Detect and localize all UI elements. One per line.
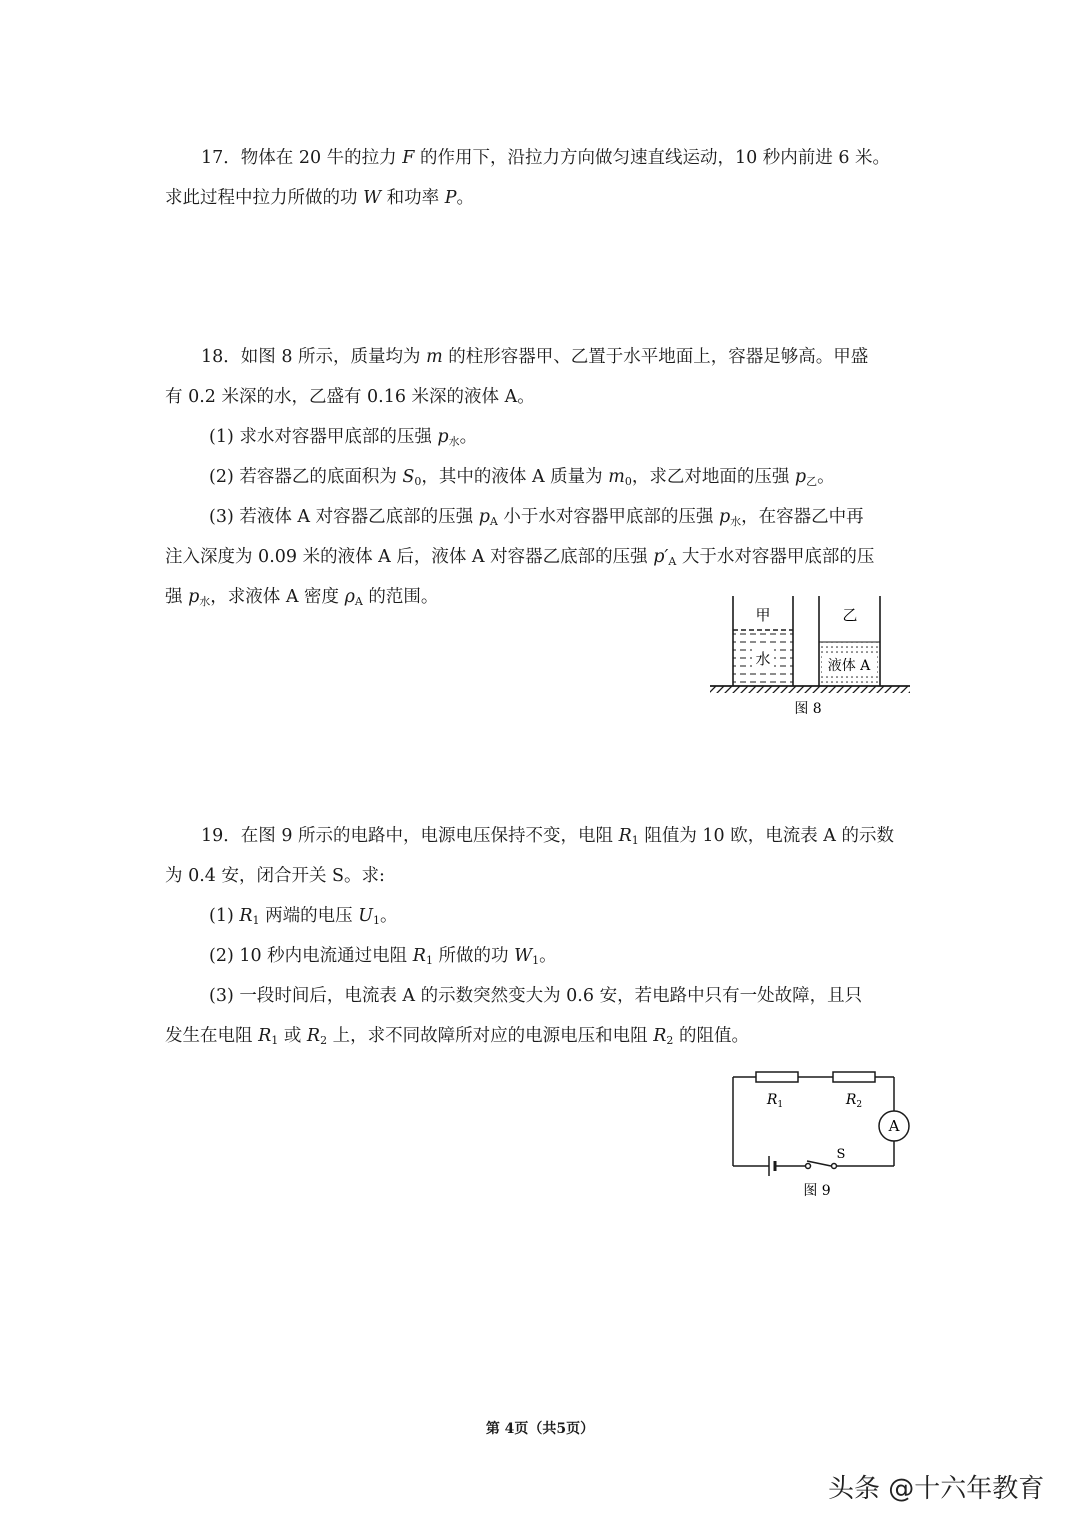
container-jia (733, 596, 793, 686)
resistor-r1 (756, 1072, 798, 1082)
label-r2: $R_2$ (845, 1092, 863, 1110)
figure-8-caption: 图 8 (794, 701, 822, 717)
question-17 (165, 138, 920, 218)
label-r1: $R_1$ (766, 1092, 784, 1110)
q19-part-1: (1) $R_1$ 两端的电压 $U_1$。 (209, 906, 398, 927)
question-18 (165, 337, 920, 617)
label-switch: S (836, 1147, 846, 1162)
question-19 (165, 816, 920, 1056)
q18-part-1: (1) 求水对容器甲底部的压强 $p_水$。 (209, 427, 478, 448)
q19-line-1: 19．在图 9 所示的电路中，电源电压保持不变，电阻 $R_1$ 阻值为 10 欧，电流表 A 的示数 (201, 826, 895, 847)
label-jia: 甲 (755, 606, 771, 624)
q17-line-2: 求此过程中拉力所做的功 W 和功率 P。 (165, 188, 474, 208)
q19-part-3-line-2: 发生在电阻 $R_1$ 或 $R_2$ 上，求不同故障所对应的电源电压和电阻 $R_2$ 的阻值。 (165, 1026, 749, 1047)
ground (710, 686, 910, 693)
switch-contact-left (806, 1164, 811, 1169)
q19-part-2: (2) 10 秒内电流通过电阻 $R_1$ 所做的功 $W_1$。 (209, 946, 557, 967)
q18-line-2: 有 0.2 米深的水，乙盛有 0.16 米深的液体 A。 (165, 387, 535, 407)
q18-part-3-line-3: 强 $p_水$，求液体 A 密度 $\rho_A$ 的范围。 (165, 587, 439, 608)
q18-line-1: 18．如图 8 所示，质量均为 m 的柱形容器甲、乙置于水平地面上，容器足够高。甲盛 (201, 347, 869, 367)
q19-line-2: 为 0.4 安，闭合开关 S。求: (165, 866, 385, 886)
q18-part-3: (3) 若液体 A 对容器乙底部的压强 $p_A$ 小于水对容器甲底部的压强 $p_水$，在容器乙中再 (209, 507, 864, 528)
page-number: 第 4页（共5页） (485, 1421, 595, 1437)
label-yi: 乙 (842, 606, 858, 624)
q18-part-3-line-2: 注入深度为 0.09 米的液体 A 后，液体 A 对容器乙底部的压强 $p'_A$ 大于水对容器甲底部的压 (165, 547, 875, 568)
switch-contact-right (832, 1164, 837, 1169)
label-liquid-a: 液体 A (827, 658, 871, 674)
q18-part-2: (2) 若容器乙的底面积为 $S_0$，其中的液体 A 质量为 $m_0$，求乙对地面的压强 $p_乙$。 (209, 467, 835, 488)
figure-9 (720, 1065, 920, 1205)
resistor-r2 (833, 1072, 875, 1082)
q19-part-3: (3) 一段时间后，电流表 A 的示数突然变大为 0.6 安，若电路中只有一处故障，且只 (209, 986, 863, 1006)
label-water: 水 (755, 650, 771, 668)
watermark-text: 头条 @十六年教育 (828, 1474, 1045, 1504)
figure-9-caption: 图 9 (803, 1183, 831, 1199)
label-ammeter: A (888, 1117, 900, 1135)
container-yi (819, 596, 880, 686)
figure-8 (700, 590, 920, 720)
q17-line-1: 17．物体在 20 牛的拉力 F 的作用下，沿拉力方向做匀速直线运动，10 秒内前进 6 米。 (201, 148, 891, 168)
